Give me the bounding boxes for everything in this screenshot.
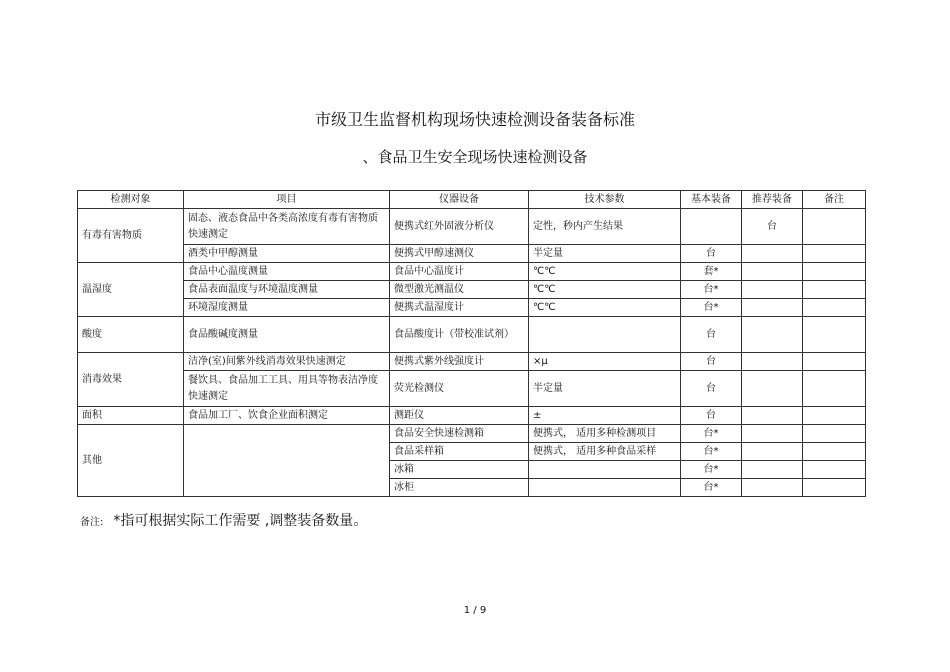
recommended-cell [742, 425, 803, 443]
item-cell: 餐饮具、食品加工工具、用具等物表洁净度快速测定 [184, 371, 390, 407]
param-cell: ± [529, 407, 681, 425]
param-cell: ℃℃ [529, 299, 681, 317]
device-cell: 冰箱 [390, 461, 529, 479]
note-cell [803, 209, 866, 245]
basic-cell: 台* [681, 461, 742, 479]
param-cell: 半定量 [529, 245, 681, 263]
basic-cell: 台 [681, 407, 742, 425]
device-cell: 测距仪 [390, 407, 529, 425]
item-cell: 食品酸碱度测量 [184, 317, 390, 353]
device-cell: 便携式甲醇速测仪 [390, 245, 529, 263]
group-cell: 其他 [78, 425, 184, 497]
recommended-cell [742, 281, 803, 299]
device-cell: 便携式紫外线强度计 [390, 353, 529, 371]
table-row [78, 281, 866, 299]
basic-cell: 套* [681, 263, 742, 281]
table-row [78, 425, 866, 443]
table-row [78, 263, 866, 281]
note-cell [803, 245, 866, 263]
note-cell [803, 299, 866, 317]
header-item: 项目 [184, 191, 390, 209]
param-cell [529, 479, 681, 497]
note-cell [803, 443, 866, 461]
recommended-cell: 台 [742, 209, 803, 245]
basic-cell: 台* [681, 479, 742, 497]
param-cell: 便携式， 适用多种食品采样 [529, 443, 681, 461]
header-device: 仪器设备 [390, 191, 529, 209]
group-cell: 面积 [78, 407, 184, 425]
group-cell: 消毒效果 [78, 353, 184, 407]
device-cell: 便携式红外固液分析仪 [390, 209, 529, 245]
equipment-table [77, 190, 866, 497]
recommended-cell [742, 353, 803, 371]
item-cell: 食品表面温度与环境温度测量 [184, 281, 390, 299]
device-cell: 食品中心温度计 [390, 263, 529, 281]
header-target: 检测对象 [78, 191, 184, 209]
device-cell: 荧光检测仪 [390, 371, 529, 407]
item-cell: 酒类中甲醇测量 [184, 245, 390, 263]
table-row [78, 245, 866, 263]
device-cell: 食品采样箱 [390, 443, 529, 461]
device-cell: 便携式温湿度计 [390, 299, 529, 317]
note-cell [803, 461, 866, 479]
recommended-cell [742, 479, 803, 497]
basic-cell: 台* [681, 281, 742, 299]
recommended-cell [742, 371, 803, 407]
item-cell: 环境湿度测量 [184, 299, 390, 317]
param-cell: 定性，秒内产生结果 [529, 209, 681, 245]
header-note: 备注 [803, 191, 866, 209]
device-cell: 食品酸度计（带校准试剂） [390, 317, 529, 353]
param-cell [529, 461, 681, 479]
group-cell: 有毒有害物质 [78, 209, 184, 263]
item-cell: 固态、液态食品中各类高浓度有毒有害物质快速测定 [184, 209, 390, 245]
page-number: 1 / 9 [463, 605, 487, 616]
note-cell [803, 479, 866, 497]
param-cell: 半定量 [529, 371, 681, 407]
note-cell [803, 281, 866, 299]
device-cell: 食品安全快速检测箱 [390, 425, 529, 443]
table-row [78, 209, 866, 245]
item-cell: 食品中心温度测量 [184, 263, 390, 281]
header-param: 技术参数 [529, 191, 681, 209]
item-cell: 洁净(室)间紫外线消毒效果快速测定 [184, 353, 390, 371]
note-cell [803, 353, 866, 371]
basic-cell: 台* [681, 425, 742, 443]
footnote [80, 511, 367, 533]
note-cell [803, 317, 866, 353]
basic-cell: 台 [681, 245, 742, 263]
footnote-text: *指可根据实际工作需要 ,调整装备数量。 [113, 513, 368, 529]
param-cell: ×μ [529, 353, 681, 371]
basic-cell: 台 [681, 317, 742, 353]
recommended-cell [742, 263, 803, 281]
param-cell [529, 317, 681, 353]
table-header-row [78, 191, 866, 209]
section-title: 、食品卫生安全现场快速检测设备 [362, 148, 588, 166]
recommended-cell [742, 299, 803, 317]
param-cell: ℃℃ [529, 281, 681, 299]
basic-cell: 台 [681, 371, 742, 407]
note-cell [803, 407, 866, 425]
recommended-cell [742, 461, 803, 479]
note-cell [803, 425, 866, 443]
document-title: 市级卫生监督机构现场快速检测设备装备标准 [314, 110, 635, 129]
basic-cell: 台* [681, 443, 742, 461]
recommended-cell [742, 443, 803, 461]
item-cell [184, 425, 390, 497]
table-row [78, 407, 866, 425]
recommended-cell [742, 407, 803, 425]
table-row [78, 299, 866, 317]
table-row [78, 371, 866, 407]
group-cell: 酸度 [78, 317, 184, 353]
param-cell: ℃℃ [529, 263, 681, 281]
footnote-label: 备注: [80, 517, 104, 528]
note-cell [803, 371, 866, 407]
basic-cell: 台 [681, 353, 742, 371]
group-cell: 温湿度 [78, 263, 184, 317]
recommended-cell [742, 317, 803, 353]
note-cell [803, 263, 866, 281]
device-cell: 微型激光测温仪 [390, 281, 529, 299]
device-cell: 冰柜 [390, 479, 529, 497]
table-row [78, 317, 866, 353]
recommended-cell [742, 245, 803, 263]
basic-cell [681, 209, 742, 245]
header-basic: 基本装备 [681, 191, 742, 209]
item-cell: 食品加工厂、饮食企业面积测定 [184, 407, 390, 425]
header-recommended: 推荐装备 [742, 191, 803, 209]
param-cell: 便携式， 适用多种检测项目 [529, 425, 681, 443]
table-row [78, 353, 866, 371]
basic-cell: 台* [681, 299, 742, 317]
